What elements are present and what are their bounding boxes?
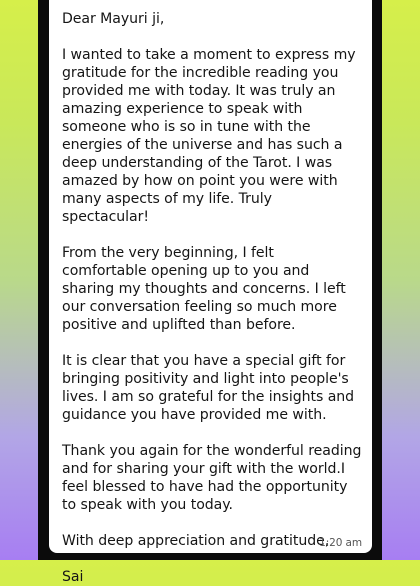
message-greeting: Dear Mayuri ji, <box>62 11 165 27</box>
message-closing: With deep appreciation and gratitude, <box>62 533 330 549</box>
message-timestamp: 1:20 am <box>319 537 362 549</box>
message-paragraph-4: Thank you again for the wonderful reading and for sharing your gift with the world.I feel blessed to have had the opportunity to speak with you today. <box>62 443 362 513</box>
message-bubble[interactable] <box>49 0 372 585</box>
message-signature: Sai <box>62 569 84 585</box>
message-paragraph-2: From the very beginning, I felt comfortable opening up to you and sharing my thoughts and concerns. I left our conversation feeling so much more positive and uplifted than before. <box>62 245 346 333</box>
message-paragraph-3: It is clear that you have a special gift for bringing positivity and light into people's lives. I am so grateful for the insights and guidance you have provided me with. <box>62 353 355 423</box>
message-paragraph-1: I wanted to take a moment to express my gratitude for the incredible reading you provided me with today. It was truly an amazing experience to speak with someone who is so in tune with the energies of the universe and has such a deep understanding of the Tarot. I was amazed by how on point you were with many aspects of my life. Truly spectacular! <box>62 47 356 225</box>
